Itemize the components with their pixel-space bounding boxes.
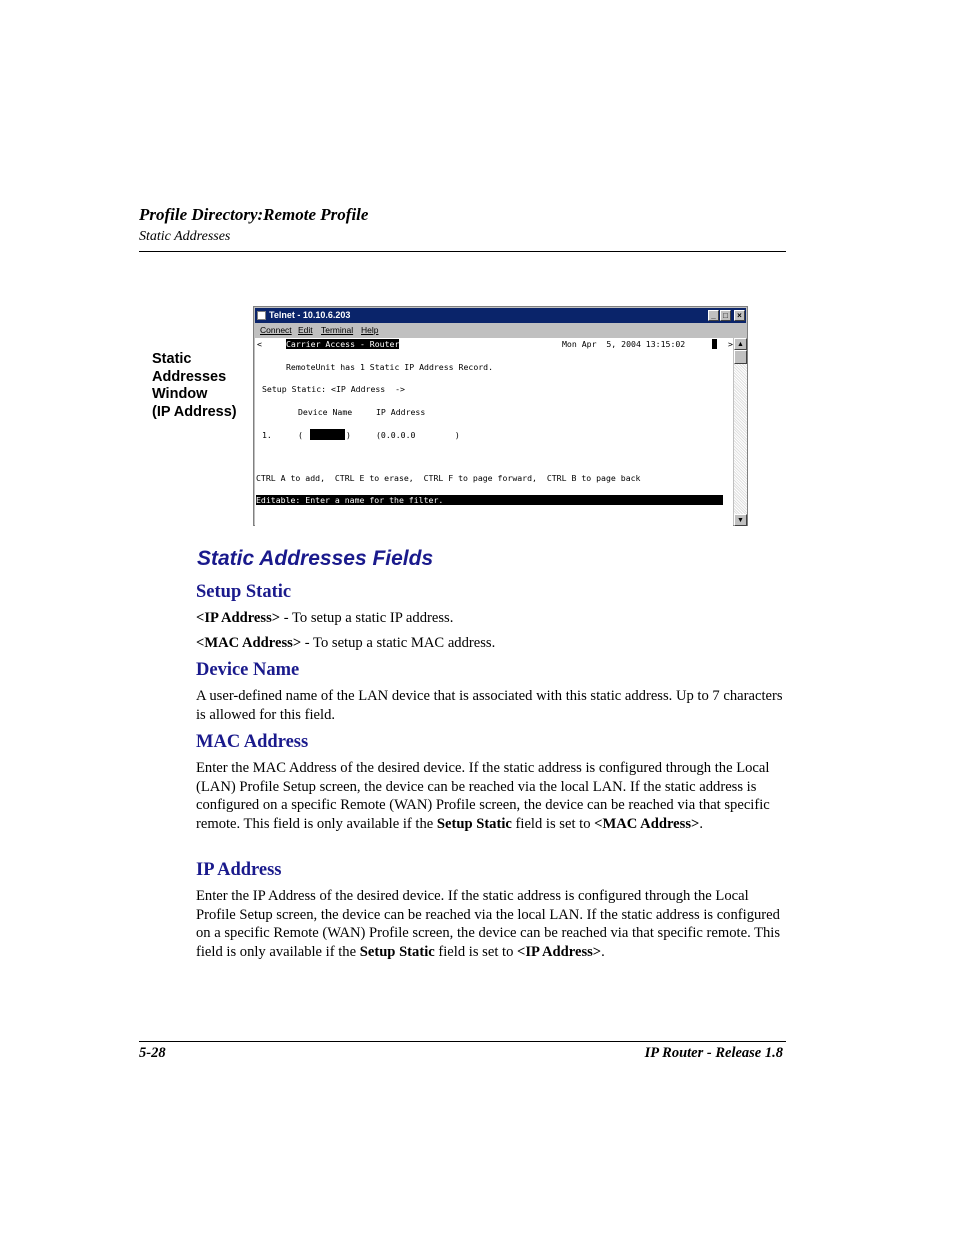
mac-address-body: Enter the MAC Address of the desired device. If the static address is configured through the Local (LAN) Profile Setup screen, the device can be reached via the local LAN. If the static address is configured on a specific Remote (WAN) Profile screen, the device can be reached via that specific remote. This field is only available if the Setup Static field is set to <MAC Address>. [196,760,770,832]
terminal-col-device-name: Device Name [298,407,353,417]
window-titlebar [255,308,746,323]
mac-address-heading: MAC Address [196,732,309,752]
close-icon: × [734,310,745,321]
page-number: 5-28 [139,1045,166,1061]
maximize-icon: □ [720,310,731,321]
device-name-cursor-field [310,429,345,440]
window-menubar [255,324,746,337]
running-header-title: Profile Directory:Remote Profile [139,205,369,224]
caption-line: Addresses [152,368,227,385]
header-rule [139,251,786,252]
ip-address-heading: IP Address [196,860,282,880]
scroll-thumb [734,350,747,364]
caption-line: Window [152,386,208,402]
terminal-screen [255,338,733,526]
section-heading: Static Addresses Fields [197,547,434,570]
ip-address-body: Enter the IP Address of the desired device. If the static address is configured through the Local Profile Setup screen, the device can be reached via the local LAN. If the static address is configured on a specific Remote (WAN) Profile screen, the device can be reached via that specific remote. This field is only available if the Setup Static field is set to <IP Address>. [196,888,781,960]
figure-caption [152,351,252,421]
scroll-down-icon: ▼ [734,514,747,526]
caption-line: (IP Address) [152,403,237,420]
terminal-scrollbar [734,338,747,526]
terminal-right-marker: > [728,339,733,349]
device-name-body: A user-defined name of the LAN device that is associated with this static address. Up to 7 characters is allowed for this field. [196,688,783,723]
terminal-row-ip: (0.0.0.0 ) [376,430,460,440]
terminal-banner: Carrier Access - Router [286,339,400,349]
terminal-status-line: Editable: Enter a name for the filter. [256,495,723,505]
running-header-subtitle: Static Addresses [139,229,231,244]
setup-static-option-mac: <MAC Address> - To setup a static MAC address. [196,635,496,651]
terminal-setup-static: Setup Static: <IP Address -> [262,384,405,394]
menu-connect: Connect [260,325,292,335]
menu-edit: Edit [298,325,313,335]
window-title: Telnet - 10.10.6.203 [269,310,351,320]
device-name-heading: Device Name [196,660,300,680]
telnet-window-screenshot [253,306,748,526]
terminal-row-number: 1. [262,430,272,440]
terminal-row-close: ) [346,430,351,440]
terminal-help-line: CTRL A to add, CTRL E to erase, CTRL F to page forward, CTRL B to page back [256,473,641,483]
terminal-col-ip-address: IP Address [376,407,426,417]
menu-help: Help [361,325,379,335]
terminal-datetime: Mon Apr 5, 2004 13:15:02 [562,339,686,349]
scroll-up-icon: ▲ [734,338,747,350]
caption-line: Static [152,351,192,367]
menu-terminal: Terminal [321,325,354,335]
footer-rule [139,1041,786,1042]
terminal-left-marker: < [257,339,262,349]
terminal-record-count: RemoteUnit has 1 Static IP Address Record. [286,362,494,372]
setup-static-heading: Setup Static [196,582,292,602]
product-release: IP Router - Release 1.8 [644,1045,783,1061]
setup-static-option-ip: <IP Address> - To setup a static IP address. [196,610,454,626]
terminal-row-open: ( [298,430,303,440]
telnet-app-icon [257,311,266,320]
minimize-icon: _ [708,310,719,321]
